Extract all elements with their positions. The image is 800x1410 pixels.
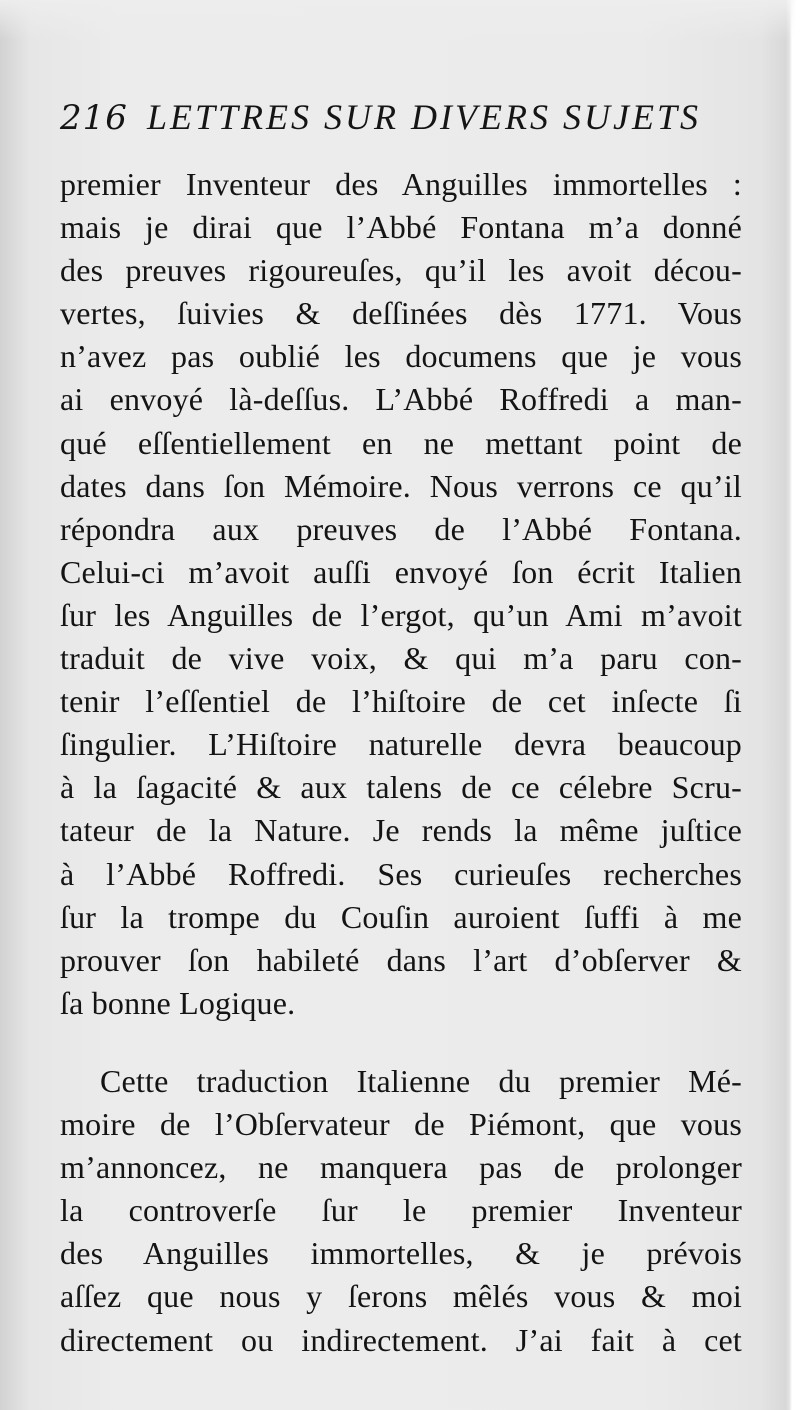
text-line: premier Inventeur des Anguilles immortelles : <box>60 166 742 202</box>
text-line: traduit de vive voix, & qui m’a paru con- <box>60 640 742 677</box>
text-line: ſingulier. L’Hiſtoire naturelle devra beaucoup <box>60 726 742 763</box>
text-line: aſſez que nous y ſerons mêlés vous & moi <box>60 1278 742 1315</box>
text-line: tenir l’eſſentiel de l’hiſtoire de cet inſecte ſi <box>60 683 742 720</box>
text-line: tateur de la Nature. Je rends la même juſtice <box>60 812 742 849</box>
text-line: dates dans ſon Mémoire. Nous verrons ce qu’il <box>60 467 742 504</box>
text-line: m’annoncez, ne manquera pas de prolonger <box>60 1149 742 1186</box>
text-line: mais je dirai que l’Abbé Fontana m’a donné <box>60 209 742 246</box>
text-line: Cette traduction Italienne du premier Mé- <box>100 1063 742 1099</box>
text-line: vertes, ſuivies & deſſinées dès 1771. Vous <box>60 295 742 332</box>
text-line: des preuves rigoureuſes, qu’il les avoit décou- <box>60 252 742 289</box>
text-line: moire de l’Obſervateur de Piémont, que vous <box>60 1106 742 1143</box>
running-title: LETTRES SUR DIVERS SUJETS <box>147 97 701 137</box>
text-line: prouver ſon habileté dans l’art d’obſerver & <box>60 941 742 978</box>
text-line: qué eſſentiellement en ne mettant point de <box>60 424 742 461</box>
text-line: ſur les Anguilles de l’ergot, qu’un Ami m’avoit <box>60 596 742 633</box>
text-line: à l’Abbé Roffredi. Ses curieuſes recherches <box>60 855 742 892</box>
text-line: des Anguilles immortelles, & je prévois <box>60 1235 742 1272</box>
text-line: ai envoyé là-deſſus. L’Abbé Roffredi a man- <box>60 381 742 418</box>
text-line: directement ou indirectement. J’ai fait à cet <box>60 1321 742 1358</box>
text-line: n’avez pas oublié les documens que je vous <box>60 338 742 375</box>
text-line: ſur la trompe du Couſin auroient ſuffi à me <box>60 898 742 935</box>
page-header <box>60 96 760 146</box>
text-line: Celui-ci m’avoit auſſi envoyé ſon écrit Italien <box>60 553 742 590</box>
paragraph-1 <box>60 163 742 1025</box>
page-number: 216 <box>60 98 128 138</box>
page-edge <box>786 0 800 1410</box>
paragraph-2 <box>60 1060 742 1362</box>
text-line: à la ſagacité & aux talens de ce célebre Scru- <box>60 769 742 806</box>
text-line: répondra aux preuves de l’Abbé Fontana. <box>60 510 742 547</box>
text-line: ſa bonne Logique. <box>60 984 296 1021</box>
text-line: la controverſe ſur le premier Inventeur <box>60 1192 742 1229</box>
page-top-shading <box>0 0 800 40</box>
